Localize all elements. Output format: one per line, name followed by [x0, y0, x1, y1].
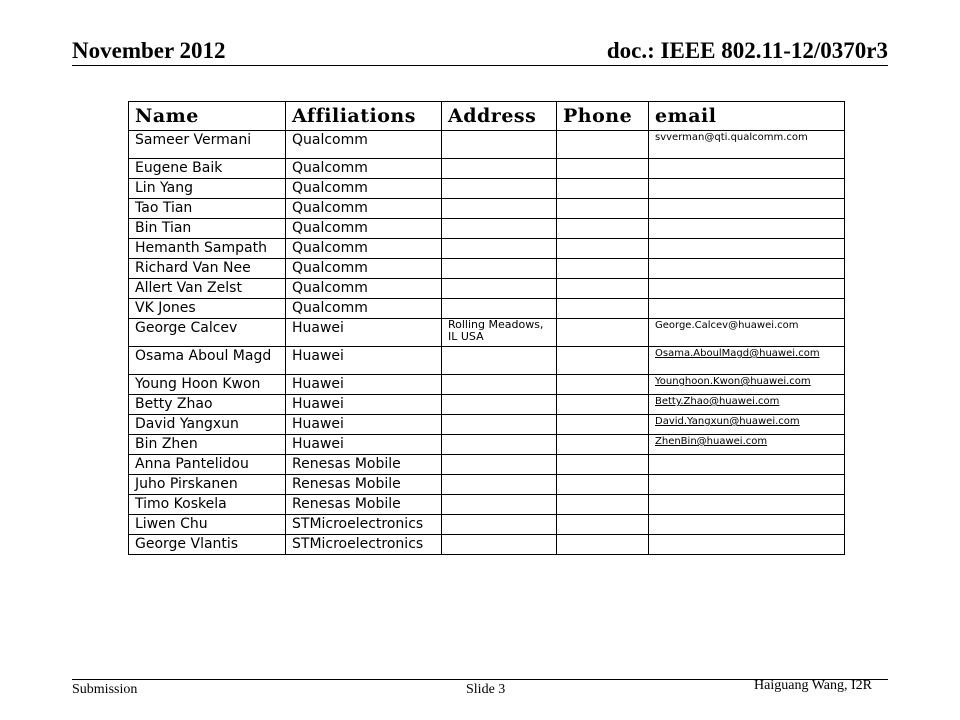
table-row — [129, 239, 845, 259]
cell-phone — [557, 199, 649, 219]
cell-phone — [557, 159, 649, 179]
column-header-address: Address — [442, 102, 557, 131]
cell-affiliation-text: Renesas Mobile — [292, 496, 401, 512]
cell-name-text: George Vlantis — [135, 536, 239, 552]
table-row — [129, 131, 845, 159]
cell-phone — [557, 239, 649, 259]
cell-affiliation — [286, 435, 442, 455]
cell-affiliation — [286, 299, 442, 319]
cell-phone — [557, 179, 649, 199]
table-row — [129, 535, 845, 555]
cell-name — [129, 299, 286, 319]
cell-phone — [557, 319, 649, 347]
cell-address — [442, 375, 557, 395]
cell-email — [649, 495, 845, 515]
cell-email — [649, 179, 845, 199]
cell-phone — [557, 347, 649, 375]
table-row — [129, 319, 845, 347]
cell-address — [442, 475, 557, 495]
cell-name-text: George Calcev — [135, 320, 238, 336]
cell-address — [442, 435, 557, 455]
cell-email — [649, 347, 845, 375]
cell-phone — [557, 495, 649, 515]
cell-affiliation — [286, 131, 442, 159]
cell-phone — [557, 279, 649, 299]
cell-email-text: Betty.Zhao@huawei.com — [655, 396, 780, 407]
cell-address — [442, 159, 557, 179]
cell-name-text: Timo Koskela — [135, 496, 227, 512]
cell-name-text: Osama Aboul Magd — [135, 348, 272, 364]
cell-phone — [557, 395, 649, 415]
header-doc-id: doc.: IEEE 802.11-12/0370r3 — [606, 38, 888, 63]
table-row — [129, 475, 845, 495]
cell-affiliation-text: STMicroelectronics — [292, 536, 424, 552]
cell-name-text: Bin Tian — [135, 220, 192, 236]
cell-name-text: Eugene Baik — [135, 160, 223, 176]
cell-name — [129, 199, 286, 219]
cell-email — [649, 415, 845, 435]
cell-phone — [557, 219, 649, 239]
cell-name — [129, 239, 286, 259]
cell-affiliation-text: Huawei — [292, 348, 344, 364]
cell-name-text: Young Hoon Kwon — [135, 376, 261, 392]
cell-address — [442, 179, 557, 199]
cell-name-text: Betty Zhao — [135, 396, 213, 412]
cell-email — [649, 239, 845, 259]
cell-phone — [557, 455, 649, 475]
table-row — [129, 375, 845, 395]
cell-name-text: David Yangxun — [135, 416, 239, 432]
cell-affiliation-text: Huawei — [292, 396, 344, 412]
cell-address — [442, 495, 557, 515]
cell-email-text: George.Calcev@huawei.com — [655, 320, 799, 331]
cell-address — [442, 279, 557, 299]
cell-email-text: David.Yangxun@huawei.com — [655, 416, 800, 427]
cell-address — [442, 347, 557, 375]
cell-name — [129, 159, 286, 179]
cell-name — [129, 131, 286, 159]
cell-name-text: Liwen Chu — [135, 516, 208, 532]
cell-name-text: Lin Yang — [135, 180, 193, 196]
cell-name — [129, 319, 286, 347]
cell-affiliation — [286, 347, 442, 375]
cell-phone — [557, 131, 649, 159]
cell-email — [649, 375, 845, 395]
cell-affiliation-text: Huawei — [292, 416, 344, 432]
cell-email-text: Osama.AboulMagd@huawei.com — [655, 348, 820, 359]
cell-name — [129, 279, 286, 299]
cell-affiliation-text: Qualcomm — [292, 160, 368, 176]
table-row — [129, 347, 845, 375]
cell-email — [649, 259, 845, 279]
cell-email — [649, 279, 845, 299]
cell-address — [442, 455, 557, 475]
footer-author: Haiguang Wang, I2R — [754, 678, 872, 693]
cell-affiliation — [286, 495, 442, 515]
cell-affiliation — [286, 239, 442, 259]
cell-affiliation — [286, 199, 442, 219]
table-row — [129, 415, 845, 435]
cell-affiliation-text: Qualcomm — [292, 300, 368, 316]
cell-name — [129, 515, 286, 535]
cell-email-text: ZhenBin@huawei.com — [655, 436, 768, 447]
cell-name-text: Sameer Vermani — [135, 132, 252, 148]
cell-email-text: Younghoon.Kwon@huawei.com — [655, 376, 811, 387]
table-row — [129, 219, 845, 239]
cell-email — [649, 535, 845, 555]
table-body — [129, 131, 845, 555]
cell-affiliation-text: Qualcomm — [292, 180, 368, 196]
table-row — [129, 455, 845, 475]
cell-affiliation — [286, 259, 442, 279]
cell-phone — [557, 259, 649, 279]
cell-address — [442, 131, 557, 159]
header-rule — [72, 65, 888, 66]
cell-phone — [557, 299, 649, 319]
cell-affiliation-text: Renesas Mobile — [292, 456, 401, 472]
cell-name-text: Allert Van Zelst — [135, 280, 242, 296]
cell-affiliation — [286, 535, 442, 555]
cell-affiliation — [286, 219, 442, 239]
cell-address — [442, 535, 557, 555]
cell-address — [442, 219, 557, 239]
cell-email — [649, 435, 845, 455]
cell-affiliation — [286, 179, 442, 199]
cell-affiliation-text: Qualcomm — [292, 260, 368, 276]
cell-phone — [557, 415, 649, 435]
cell-email — [649, 219, 845, 239]
table-row — [129, 435, 845, 455]
cell-name — [129, 219, 286, 239]
cell-name-text: Tao Tian — [135, 200, 193, 216]
cell-name-text: Anna Pantelidou — [135, 456, 249, 472]
cell-name — [129, 347, 286, 375]
cell-address — [442, 199, 557, 219]
cell-affiliation-text: Huawei — [292, 320, 344, 336]
table-row — [129, 259, 845, 279]
table-row — [129, 299, 845, 319]
cell-name-text: Bin Zhen — [135, 436, 198, 452]
cell-affiliation — [286, 319, 442, 347]
cell-email — [649, 475, 845, 495]
cell-name — [129, 455, 286, 475]
cell-affiliation-text: Renesas Mobile — [292, 476, 401, 492]
cell-address — [442, 299, 557, 319]
cell-name — [129, 375, 286, 395]
cell-phone — [557, 375, 649, 395]
cell-address — [442, 319, 557, 347]
footer-submission: Submission — [72, 682, 138, 697]
cell-affiliation-text: Huawei — [292, 376, 344, 392]
cell-email — [649, 299, 845, 319]
cell-name-text: Hemanth Sampath — [135, 240, 267, 256]
column-header-affiliations: Affiliations — [286, 102, 442, 131]
cell-name — [129, 179, 286, 199]
cell-affiliation — [286, 279, 442, 299]
cell-address-text: Rolling Meadows, IL USA — [448, 318, 544, 343]
cell-name — [129, 535, 286, 555]
attendee-table — [128, 101, 845, 555]
cell-affiliation — [286, 455, 442, 475]
cell-name — [129, 475, 286, 495]
table-row — [129, 515, 845, 535]
table-row — [129, 495, 845, 515]
cell-affiliation — [286, 415, 442, 435]
column-header-phone: Phone — [557, 102, 649, 131]
cell-affiliation — [286, 515, 442, 535]
cell-email — [649, 455, 845, 475]
cell-address — [442, 239, 557, 259]
cell-affiliation-text: STMicroelectronics — [292, 516, 424, 532]
cell-affiliation-text: Huawei — [292, 436, 344, 452]
table-row — [129, 395, 845, 415]
cell-name — [129, 435, 286, 455]
cell-affiliation — [286, 159, 442, 179]
cell-affiliation-text: Qualcomm — [292, 200, 368, 216]
cell-affiliation — [286, 475, 442, 495]
cell-name-text: Richard Van Nee — [135, 260, 251, 276]
cell-affiliation-text: Qualcomm — [292, 132, 368, 148]
header-date: November 2012 — [72, 38, 226, 63]
cell-email — [649, 395, 845, 415]
column-header-email: email — [649, 102, 845, 131]
cell-name-text: VK Jones — [135, 300, 196, 316]
cell-email — [649, 131, 845, 159]
cell-name — [129, 395, 286, 415]
table-row — [129, 179, 845, 199]
cell-name — [129, 259, 286, 279]
cell-address — [442, 395, 557, 415]
table-row — [129, 159, 845, 179]
cell-email — [649, 199, 845, 219]
table-row — [129, 199, 845, 219]
cell-address — [442, 415, 557, 435]
cell-phone — [557, 515, 649, 535]
cell-address — [442, 259, 557, 279]
cell-email-text: svverman@qti.qualcomm.com — [655, 132, 808, 143]
footer-slide-number: Slide 3 — [466, 682, 506, 697]
cell-email — [649, 515, 845, 535]
cell-affiliation-text: Qualcomm — [292, 240, 368, 256]
cell-affiliation-text: Qualcomm — [292, 280, 368, 296]
cell-email — [649, 159, 845, 179]
cell-phone — [557, 475, 649, 495]
cell-name — [129, 495, 286, 515]
cell-affiliation-text: Qualcomm — [292, 220, 368, 236]
cell-affiliation — [286, 375, 442, 395]
table-row — [129, 279, 845, 299]
cell-name — [129, 415, 286, 435]
cell-email — [649, 319, 845, 347]
cell-phone — [557, 435, 649, 455]
cell-phone — [557, 535, 649, 555]
column-header-name: Name — [129, 102, 286, 131]
cell-affiliation — [286, 395, 442, 415]
cell-name-text: Juho Pirskanen — [135, 476, 238, 492]
table-header-row — [129, 102, 845, 131]
cell-address — [442, 515, 557, 535]
